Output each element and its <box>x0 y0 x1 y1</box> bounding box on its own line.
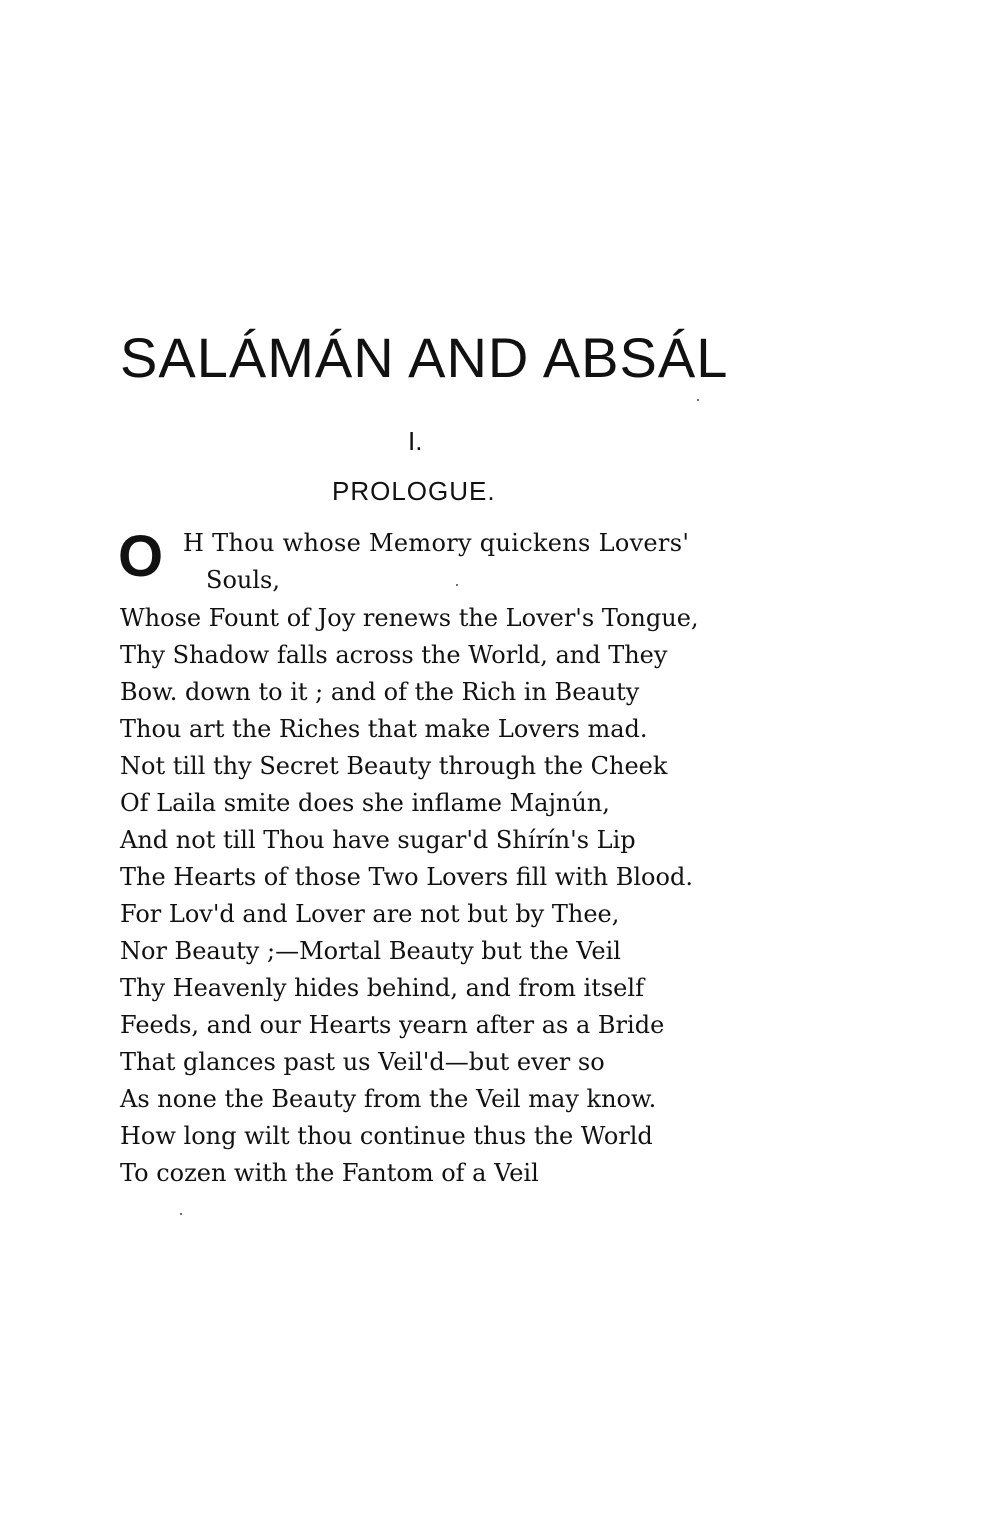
verse-line: Of Laila smite does she inflame Majnún, <box>120 789 610 817</box>
print-speck <box>456 584 458 586</box>
verse-line: As none the Beauty from the Veil may know. <box>120 1085 657 1113</box>
verse-line: For Lov'd and Lover are not but by Thee, <box>120 900 620 928</box>
section-heading: PROLOGUE. <box>332 476 496 506</box>
book-title: SALÁMÁN AND ABSÁL <box>120 326 729 389</box>
section-number: I. <box>408 426 423 456</box>
verse-line: Thy Heavenly hides behind, and from itself <box>120 974 644 1002</box>
verse-line: Thou art the Riches that make Lovers mad. <box>120 715 648 743</box>
verse-line: Not till thy Secret Beauty through the Cheek <box>120 752 668 780</box>
verse-line: How long wilt thou continue thus the World <box>120 1122 653 1150</box>
verse-line: To cozen with the Fantom of a Veil <box>120 1159 539 1187</box>
verse-line: That glances past us Veil'd—but ever so <box>120 1048 605 1076</box>
verse-first-line: H Thou whose Memory quickens Lovers' <box>183 529 690 557</box>
verse-line: The Hearts of those Two Lovers fill with Blood. <box>120 863 693 891</box>
drop-cap: O <box>118 524 164 589</box>
verse-line: Thy Shadow falls across the World, and They <box>120 641 668 669</box>
print-speck <box>697 399 699 401</box>
verse-first-line-continuation: Souls, <box>206 566 280 594</box>
verse-line: And not till Thou have sugar'd Shírín's Lip <box>120 826 636 854</box>
verse-line: Feeds, and our Hearts yearn after as a Bride <box>120 1011 665 1039</box>
verse-line: Nor Beauty ;—Mortal Beauty but the Veil <box>120 937 621 965</box>
print-speck <box>180 1213 182 1215</box>
verse-line: Bow. down to it ; and of the Rich in Beauty <box>120 678 640 706</box>
verse-lines <box>120 600 699 1192</box>
verse-line: Whose Fount of Joy renews the Lover's Tongue, <box>120 604 699 632</box>
